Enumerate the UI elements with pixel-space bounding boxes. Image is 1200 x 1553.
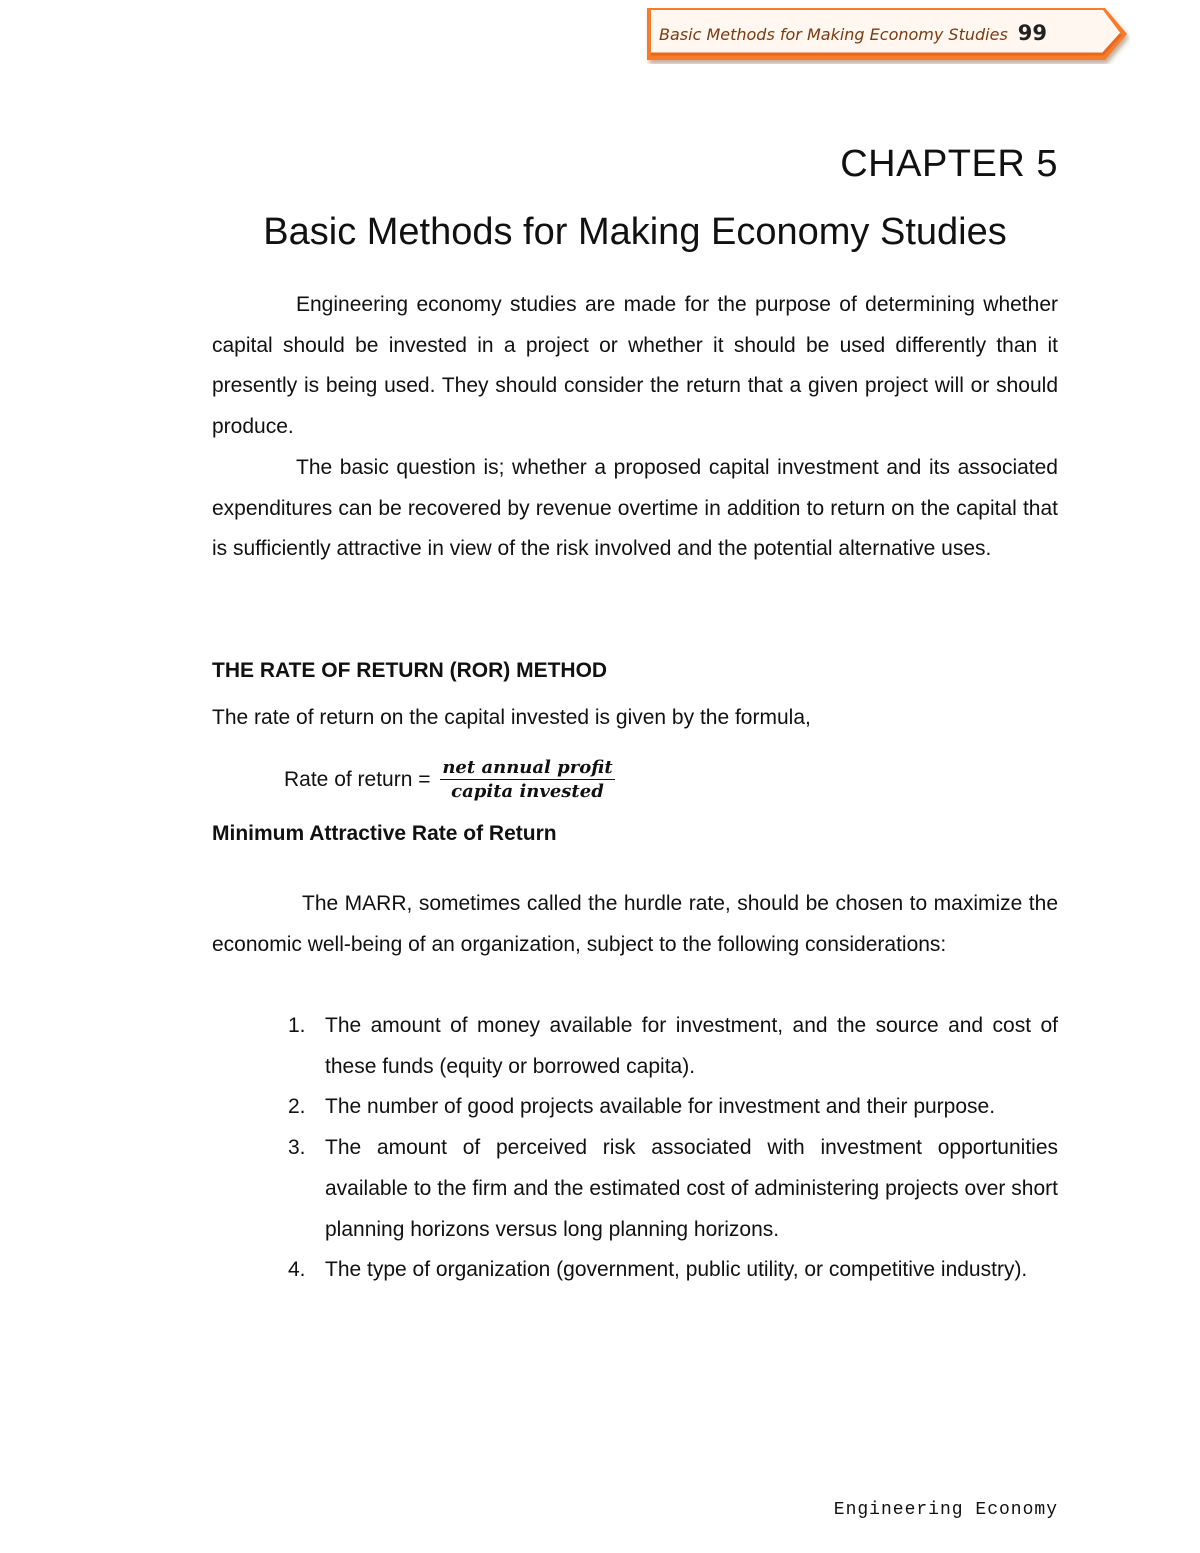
ror-heading: THE RATE OF RETURN (ROR) METHOD — [212, 659, 608, 682]
list-item-number: 1. — [288, 1014, 306, 1037]
marr-considerations-list — [212, 1006, 1058, 1291]
list-item-text: The type of organization (government, public utility, or competitive industry). — [325, 1258, 1028, 1282]
chapter-label: CHAPTER 5 — [840, 143, 1058, 185]
intro-paragraph-2: The basic question is; whether a proposed capital investment and its associated expenditures can be recovered by revenue overtime in addition to return on the capital that is sufficiently attractive in view of the risk involved and the potential alternative uses. — [212, 456, 1058, 561]
list-item — [212, 1250, 1058, 1291]
running-title: Basic Methods for Making Economy Studies — [659, 25, 1008, 44]
formula-fraction — [440, 757, 614, 802]
list-item-number: 2. — [288, 1095, 306, 1119]
formula-lhs: Rate of return = — [284, 767, 431, 791]
list-item — [212, 1128, 1058, 1250]
intro-paragraph-1: Engineering economy studies are made for the purpose of determining whether capital should be invested in a project or whether it should be used differently than it presently is being used. They should consider the return that a given project will or should produce. — [212, 293, 1058, 439]
list-item-text: The amount of perceived risk associated with investment opportunities available to the firm and the estimated cost of administering projects over short planning horizons versus long planning horizons. — [325, 1136, 1058, 1241]
ror-intro: The rate of return on the capital invested is given by the formula, — [212, 706, 811, 729]
list-item-text: The amount of money available for investment, and the source and cost of these funds (equity or borrowed capita). — [325, 1014, 1058, 1078]
ror-formula — [284, 757, 615, 802]
list-item-text: The number of good projects available for investment and their purpose. — [325, 1095, 996, 1119]
list-item-number: 4. — [288, 1258, 306, 1282]
list-item-number: 3. — [288, 1136, 306, 1160]
marr-intro: The MARR, sometimes called the hurdle rate, should be chosen to maximize the economic well-being of an organization, subject to the following considerations: — [212, 892, 1058, 956]
formula-numerator: net annual profit — [442, 757, 613, 778]
page-footer: Engineering Economy — [833, 1500, 1058, 1520]
list-item — [212, 1087, 1058, 1128]
list-item — [212, 1006, 1058, 1087]
page-number: 99 — [1017, 21, 1048, 45]
marr-heading: Minimum Attractive Rate of Return — [212, 822, 557, 845]
chapter-title: Basic Methods for Making Economy Studies — [263, 211, 1007, 253]
running-header-tab — [645, 6, 1130, 64]
running-header-text — [659, 18, 1047, 48]
formula-denominator: capita invested — [451, 781, 604, 802]
